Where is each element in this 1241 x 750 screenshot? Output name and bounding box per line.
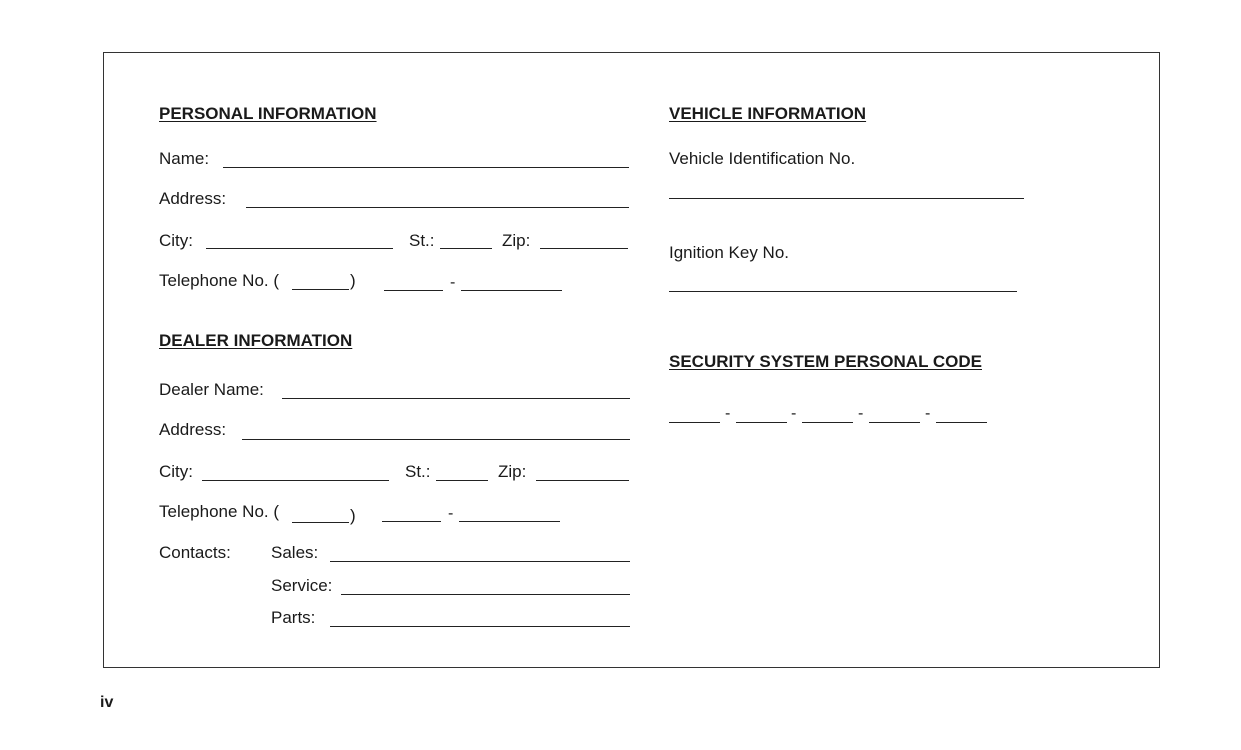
security-code-digit-2[interactable]	[736, 422, 787, 423]
dealer-state-label: St.:	[405, 462, 431, 481]
dealer-state-field[interactable]	[436, 480, 488, 481]
dealer-service-field[interactable]	[341, 594, 630, 595]
dealer-zip-field[interactable]	[536, 480, 629, 481]
dealer-phone-line-field[interactable]	[459, 521, 560, 522]
dealer-address-field[interactable]	[242, 439, 630, 440]
dealer-service-label: Service:	[271, 576, 333, 595]
personal-zip-label: Zip:	[502, 231, 531, 250]
personal-zip-field[interactable]	[540, 248, 628, 249]
personal-name-label: Name:	[159, 149, 210, 168]
security-code-separator: -	[925, 405, 931, 422]
dealer-city-field[interactable]	[202, 480, 389, 481]
dealer-parts-label: Parts:	[271, 608, 316, 627]
dealer-phone-dash: -	[448, 505, 454, 522]
security-code-digit-3[interactable]	[802, 422, 853, 423]
ignition-key-label: Ignition Key No.	[669, 243, 790, 262]
personal-phone-line-field[interactable]	[461, 290, 562, 291]
personal-phone-prefix-field[interactable]	[384, 290, 443, 291]
form-box	[103, 52, 1160, 668]
security-code-separator: -	[858, 405, 864, 422]
personal-city-label: City:	[159, 231, 193, 250]
ignition-key-field[interactable]	[669, 291, 1017, 292]
dealer-parts-field[interactable]	[330, 626, 630, 627]
vin-field[interactable]	[669, 198, 1024, 199]
security-code-heading: SECURITY SYSTEM PERSONAL CODE	[669, 352, 982, 371]
personal-address-label: Address:	[159, 189, 227, 208]
dealer-sales-field[interactable]	[330, 561, 630, 562]
personal-address-field[interactable]	[246, 207, 629, 208]
personal-phone-close: )	[350, 271, 356, 290]
dealer-phone-label: Telephone No. (	[159, 502, 280, 521]
dealer-city-label: City:	[159, 462, 193, 481]
personal-info-heading: PERSONAL INFORMATION	[159, 104, 377, 123]
dealer-name-label: Dealer Name:	[159, 380, 264, 399]
dealer-sales-label: Sales:	[271, 543, 319, 562]
vehicle-info-heading: VEHICLE INFORMATION	[669, 104, 867, 123]
personal-phone-area-field[interactable]	[292, 289, 349, 290]
dealer-address-label: Address:	[159, 420, 227, 439]
dealer-contacts-label: Contacts:	[159, 543, 231, 562]
security-code-digit-1[interactable]	[669, 422, 720, 423]
page-number: iv	[100, 694, 114, 711]
personal-phone-label: Telephone No. (	[159, 271, 280, 290]
dealer-info-heading: DEALER INFORMATION	[159, 331, 353, 350]
dealer-phone-area-field[interactable]	[292, 522, 349, 523]
security-code-digit-5[interactable]	[936, 422, 987, 423]
vin-label: Vehicle Identification No.	[669, 149, 856, 168]
personal-city-field[interactable]	[206, 248, 393, 249]
dealer-phone-close: )	[350, 506, 356, 525]
security-code-separator: -	[725, 405, 731, 422]
security-code-digit-4[interactable]	[869, 422, 920, 423]
dealer-zip-label: Zip:	[498, 462, 527, 481]
personal-phone-dash: -	[450, 274, 456, 291]
personal-state-field[interactable]	[440, 248, 492, 249]
personal-state-label: St.:	[409, 231, 435, 250]
security-code-separator: -	[791, 405, 797, 422]
dealer-name-field[interactable]	[282, 398, 630, 399]
dealer-phone-prefix-field[interactable]	[382, 521, 441, 522]
personal-name-field[interactable]	[223, 167, 629, 168]
